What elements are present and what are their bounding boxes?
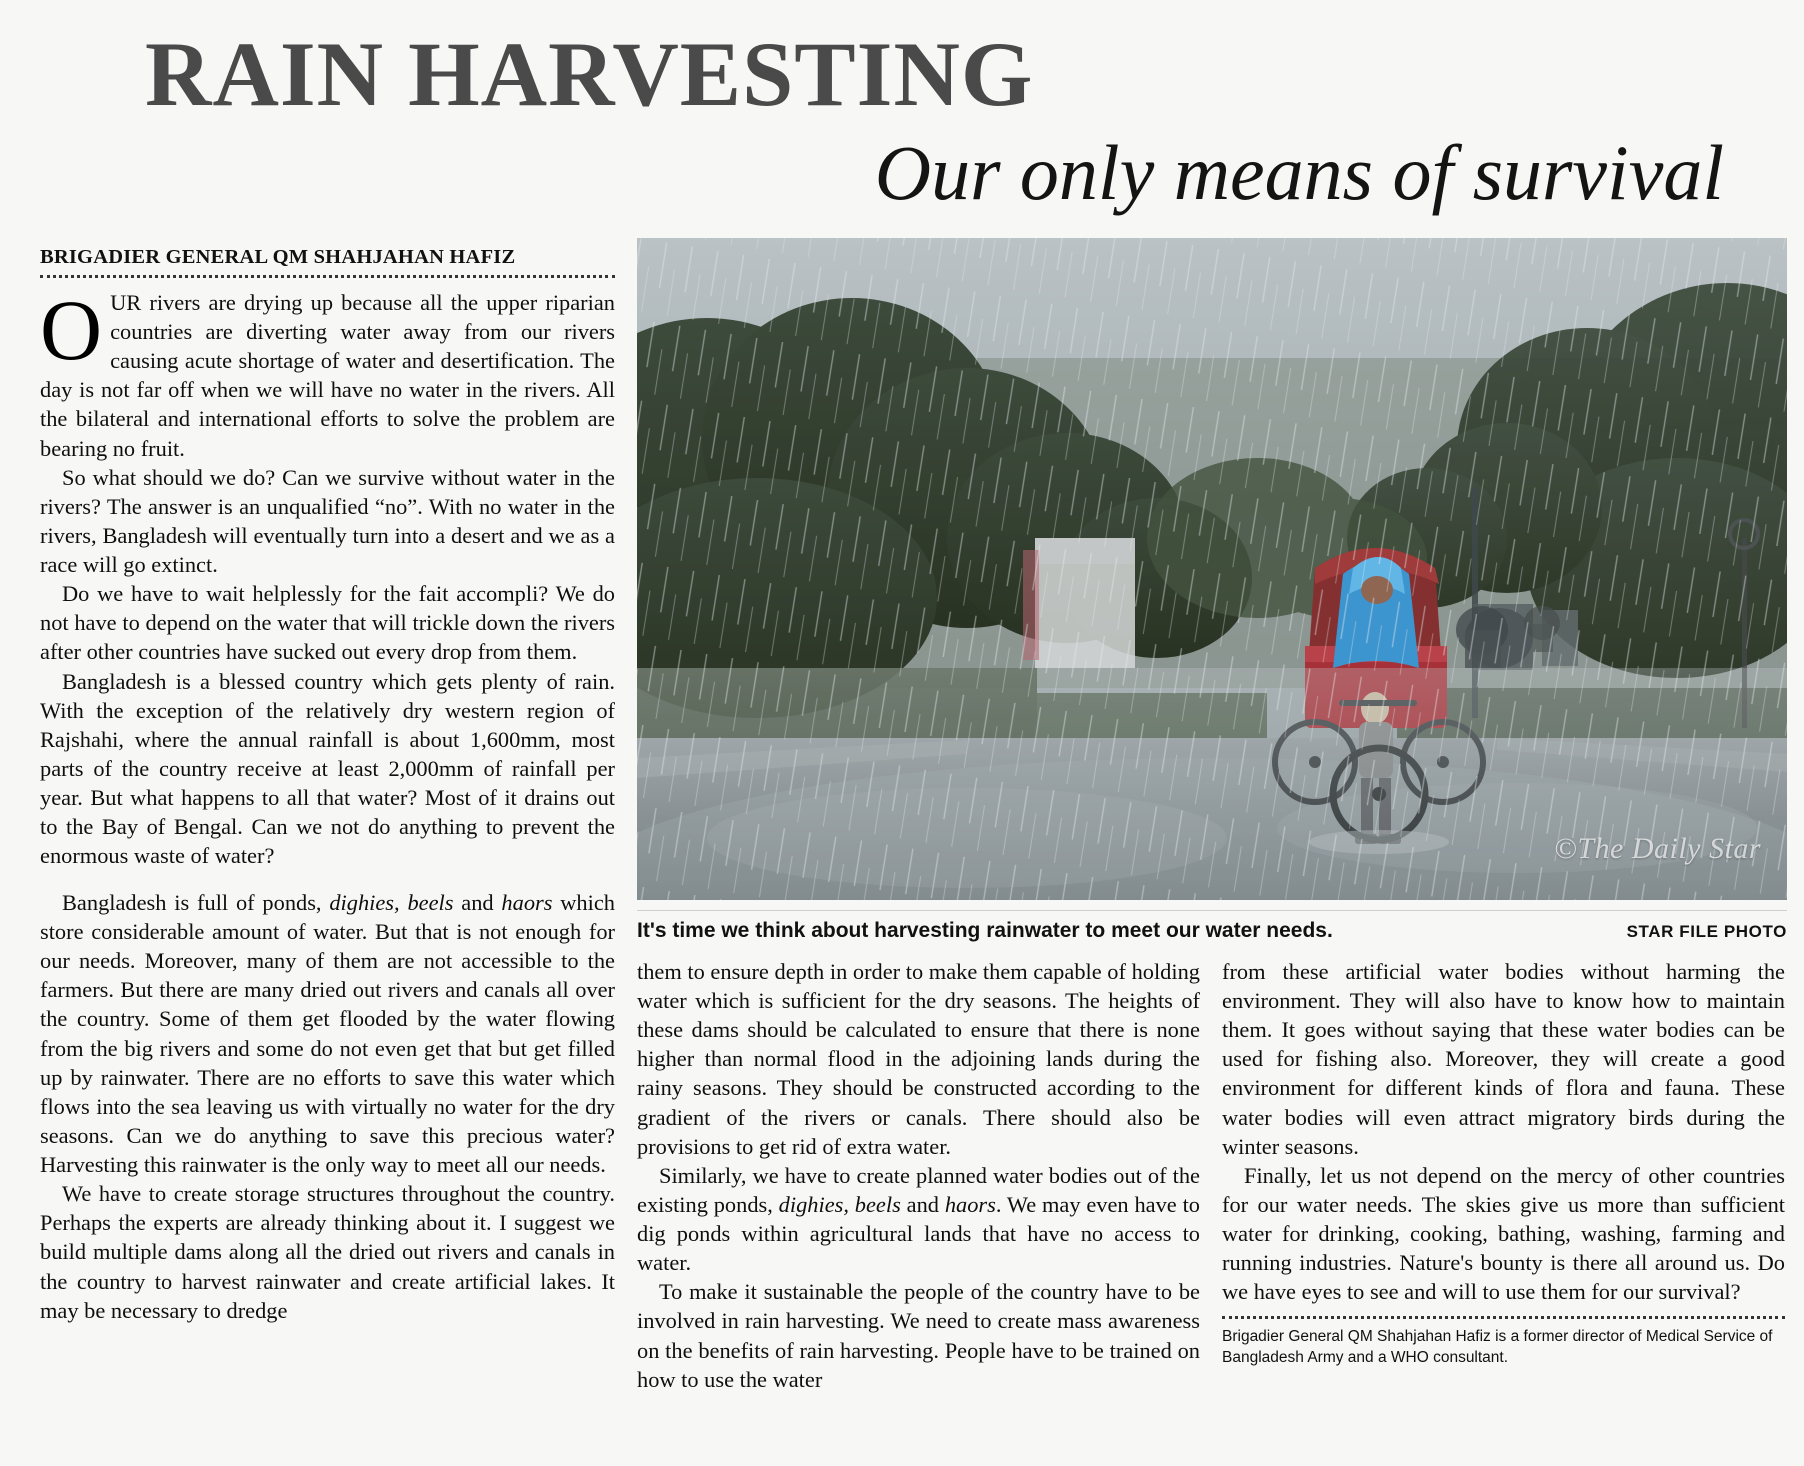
paragraph: Bangladesh is a blessed country which gets plenty of rain. With the exception of the relatively dry western region of Rajshahi, where the annual rainfall is about 1,600mm, most parts of the country receive at least 2,000mm of rainfall per year. But what happens to all that water? Most of it drains out to the Bay of Bengal. Can we not do anything to prevent the enormous waste of water? bbox=[40, 668, 615, 869]
article-photo bbox=[637, 238, 1787, 900]
author-note: Brigadier General QM Shahjahan Hafiz is a former director of Medical Service of Bangladesh Army and a WHO consultant. bbox=[1222, 1328, 1773, 1366]
photo-block bbox=[637, 238, 1787, 1394]
page-bottom-edge bbox=[0, 1458, 1804, 1466]
column-one bbox=[40, 238, 615, 871]
paragraph: To make it sustainable the people of the country have to be involved in rain harvesting. We need to create mass awareness on the benefits of rain harvesting. People have to be trained on how to use the water bbox=[637, 1279, 1200, 1392]
photo-caption-row bbox=[637, 910, 1787, 943]
column-two bbox=[637, 957, 1200, 1394]
page-subtitle: Our only means of survival bbox=[874, 129, 1724, 216]
photo-credit: STAR FILE PHOTO bbox=[1626, 921, 1787, 941]
byline-divider bbox=[40, 275, 615, 278]
paragraph: So what should we do? Can we survive without water in the rivers? The answer is an unqualified “no”. With no water in the rivers, Bangladesh will eventually turn into a desert and we as a race will go extinct. bbox=[40, 464, 615, 578]
photo-watermark: ©The Daily Star bbox=[1554, 831, 1761, 865]
drop-cap: O bbox=[40, 281, 103, 378]
paragraph: Similarly, we have to create planned water bodies out of the existing ponds, dighies, beels and haors. We may even have to dig ponds within agricultural lands that have no access to water. bbox=[637, 1162, 1200, 1276]
rainy-street-illustration bbox=[637, 238, 1787, 900]
photo-caption: It's time we think about harvesting rainwater to meet our water needs. bbox=[637, 918, 1333, 942]
page-title: RAIN HARVESTING bbox=[145, 23, 1034, 125]
paragraph: Do we have to wait helplessly for the fait accompli? We do not have to depend on the water that will trickle down the rivers after other countries have sucked out every drop from them. bbox=[40, 581, 615, 665]
paragraph: them to ensure depth in order to make them capable of holding water which is sufficient for the dry seasons. The heights of these dams should be calculated to ensure that there is none higher than normal flood in the adjoining lands during the rainy seasons. They should be constructed according to the gradient of the rivers or canals. There should also be provisions to get rid of extra water. bbox=[637, 958, 1200, 1159]
masthead bbox=[0, 0, 1804, 214]
paragraph: We have to create storage structures throughout the country. Perhaps the experts are already thinking about it. I suggest we build multiple dams along all the dried out rivers and canals in the country to harvest rainwater and create artificial lakes. It may be necessary to dredge bbox=[40, 1181, 615, 1323]
paragraph bbox=[40, 281, 615, 463]
paragraph-text: UR rivers are drying up because all the upper riparian countries are diverting water away from our rivers causing acute shortage of water and desertification. The day is not far off when we will have no water in the rivers. All the bilateral and international efforts to solve the problem are bearing no fruit. bbox=[40, 289, 615, 461]
article-content bbox=[0, 238, 1804, 1394]
endnote-divider bbox=[1222, 1316, 1785, 1319]
byline: BRIGADIER GENERAL QM SHAHJAHAN HAFIZ bbox=[40, 245, 516, 268]
paragraph: Bangladesh is full of ponds, dighies, beels and haors which store considerable amount of water. But that is not enough for our needs. Moreover, many of them are not accessible to the farmers. But there are many dried out rivers and canals all over the country. Some of them get flooded by the water flowing from the big rivers and some do not even get that but get filled up by rainwater. There are no efforts to save this water which flows into the sea leaving us with virtually no water for the dry seasons. Can we do anything to save this precious water? Harvesting this rainwater is the only way to meet all our needs. bbox=[40, 889, 615, 1178]
paragraph: Finally, let us not depend on the mercy of other countries for our water needs. The skies give us more than sufficient water for drinking, cooking, bathing, washing, farming and running industries. Nature's bounty is there all around us. Do we have eyes to see and will to use them for our survival? bbox=[1222, 1162, 1785, 1305]
column-one-continued bbox=[40, 888, 615, 1325]
column-three bbox=[1222, 957, 1785, 1394]
lower-columns bbox=[637, 957, 1787, 1394]
paragraph: from these artificial water bodies without harming the environment. They will also have to know how to maintain them. It goes without saying that these water bodies can be used for fishing also. Moreover, they will create a good environment for different kinds of flora and fauna. These water bodies will even attract migratory birds during the winter seasons. bbox=[1222, 958, 1785, 1159]
